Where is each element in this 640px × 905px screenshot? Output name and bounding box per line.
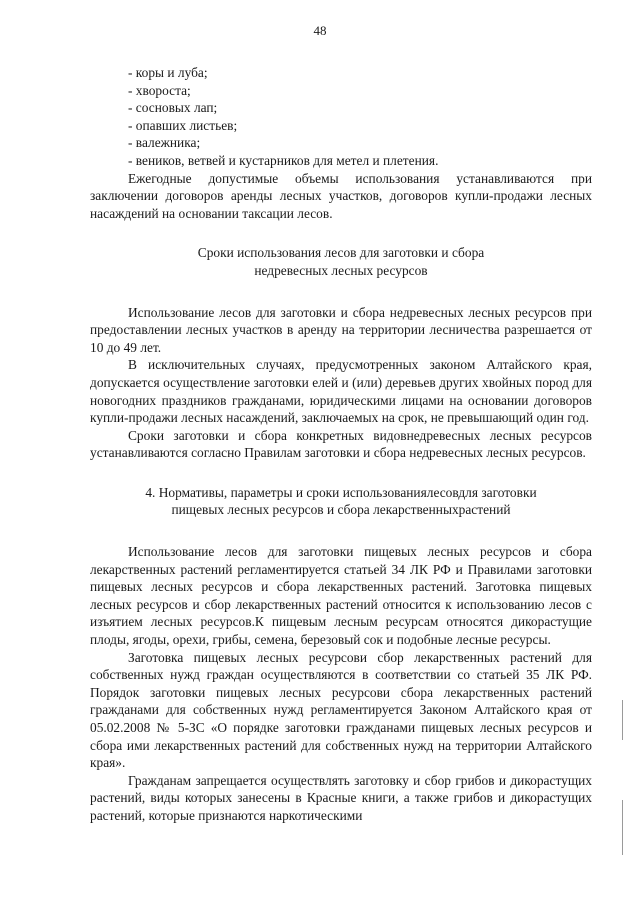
heading-line: недревесных лесных ресурсов xyxy=(254,262,428,278)
paragraph: В исключительных случаях, предусмотренных законом Алтайского края, допускается осуществление заготовки елей и (или) деревьев других хвойных пород для новогодних праздников гражданами, юридическими лицами на основании договоров купли-продажи лесных насаждений, заключаемых на срок, не превышающий один год. xyxy=(90,357,592,426)
list-item: - валежника; xyxy=(128,135,201,151)
scan-margin-mark xyxy=(622,700,623,740)
list-item: - коры и луба; xyxy=(128,65,208,80)
list-item: - сосновых лап; xyxy=(128,100,218,116)
list-item: - веников, ветвей и кустарников для метел и плетения. xyxy=(128,152,439,168)
resource-list xyxy=(90,64,592,170)
scan-margin-mark xyxy=(622,800,623,855)
section-heading-food-resources xyxy=(90,484,592,519)
heading-line: Сроки использования лесов для заготовки и сбора xyxy=(197,245,485,261)
page-content xyxy=(90,64,592,825)
paragraph: Заготовка пищевых лесных ресурсови сбор лекарственных растений для собственных нужд граждан осуществляются в соответствии со статьей 35 ЛК РФ. Порядок заготовки пищевых лесных ресурсови сбора лекарственных растений гражданами для собственных нужд регламентируется Законом Алтайского края от 05.02.2008 № 5-ЗС «О порядке заготовки гражданами пищевых лесных ресурсов и сбора ими лекарственных растений для собственных нужд на территории Алтайского края». xyxy=(90,649,592,771)
paragraph: Использование лесов для заготовки пищевых лесных ресурсов и сбора лекарственных растений регламентируется статьей 34 ЛК РФ и Правилами заготовки пищевых лесных ресурсов и сбора лекарственных растений. Заготовка пищевых лесных ресурсов и сбор лекарственных растений относится к использованию лесов с изъятием лесных ресурсов.К пищевым лесным ресурсам относятся дикорастущие плоды, ягоды, орехи, грибы, семена, березовый сок и подобные лесные ресурсы. xyxy=(90,544,592,648)
heading-line: пищевых лесных ресурсов и сбора лекарственныхрастений xyxy=(171,502,511,518)
paragraph: Сроки заготовки и сбора конкретных видовнедревесных лесных ресурсов устанавливаются согласно Правилам заготовки и сбора недревесных лесных ресурсов. xyxy=(90,427,592,461)
paragraph: Использование лесов для заготовки и сбора недревесных лесных ресурсов при предоставлении лесных участков в аренду на территории лесничества разрешается от 10 до 49 лет. xyxy=(90,304,592,355)
page-number: 48 xyxy=(313,23,327,38)
list-item: - хвороста; xyxy=(128,82,191,98)
heading-line: 4. Нормативы, параметры и сроки использованиялесовдля заготовки xyxy=(145,484,537,500)
section-heading-terms xyxy=(90,244,592,279)
paragraph: Гражданам запрещается осуществлять заготовку и сбор грибов и дикорастущих растений, виды которых занесены в Красные книги, а также грибов и дикорастущих растений, которые признаются наркотическими xyxy=(90,772,592,823)
paragraph-intro: Ежегодные допустимые объемы использования устанавливаются при заключении договоров аренды лесных участков, договоров купли-продажи лесных насаждений на основании таксации лесов. xyxy=(90,170,592,221)
list-item: - опавших листьев; xyxy=(128,117,238,133)
